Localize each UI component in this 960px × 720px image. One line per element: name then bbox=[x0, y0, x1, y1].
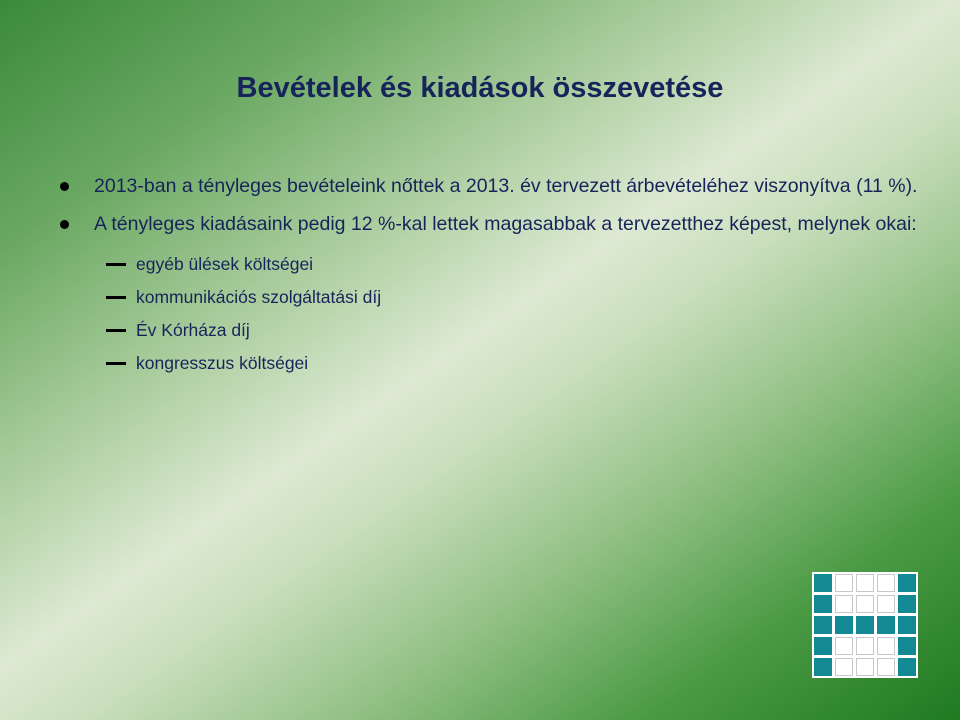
logo-cell bbox=[856, 616, 874, 634]
dash-icon bbox=[106, 362, 126, 365]
logo-cell bbox=[814, 658, 832, 676]
logo-cell bbox=[835, 574, 853, 592]
logo-cell bbox=[856, 574, 874, 592]
logo-cell bbox=[898, 595, 916, 613]
sub-bullet-item bbox=[58, 347, 938, 380]
logo-cell bbox=[835, 658, 853, 676]
logo-cell bbox=[835, 595, 853, 613]
bullet-text: 2013-ban a tényleges bevételeink nőttek a 2013. év tervezett árbevételéhez viszonyítva (11 %). bbox=[94, 175, 918, 197]
sub-bullet-item bbox=[58, 248, 938, 281]
logo-cell bbox=[877, 595, 895, 613]
logo-cell bbox=[877, 658, 895, 676]
sub-bullet-text: kommunikációs szolgáltatási díj bbox=[136, 287, 382, 307]
dash-icon bbox=[106, 329, 126, 332]
logo-cell bbox=[877, 616, 895, 634]
dash-icon bbox=[106, 263, 126, 266]
logo-cell bbox=[814, 595, 832, 613]
logo-cell bbox=[898, 637, 916, 655]
bullet-item bbox=[58, 172, 938, 200]
logo-cell bbox=[856, 637, 874, 655]
grid-logo-icon bbox=[812, 572, 918, 678]
sub-bullet-text: kongresszus költségei bbox=[136, 353, 309, 373]
logo-cell bbox=[898, 658, 916, 676]
logo-cell bbox=[898, 616, 916, 634]
logo-cell bbox=[835, 637, 853, 655]
bullet-dot-icon bbox=[60, 220, 69, 229]
slide-title: Bevételek és kiadások összevetése bbox=[236, 72, 724, 104]
logo-cell bbox=[898, 574, 916, 592]
bullet-item bbox=[58, 210, 938, 238]
bullet-text: A tényleges kiadásaink pedig 12 %-kal lettek magasabbak a tervezetthez képest, melynek okai: bbox=[94, 213, 917, 235]
sub-bullet-list bbox=[58, 248, 938, 380]
logo-cell bbox=[856, 658, 874, 676]
logo-cell bbox=[877, 574, 895, 592]
logo-cell bbox=[877, 637, 895, 655]
sub-bullet-text: egyéb ülések költségei bbox=[136, 254, 314, 274]
dash-icon bbox=[106, 296, 126, 299]
logo-cell bbox=[814, 637, 832, 655]
sub-bullet-item bbox=[58, 314, 938, 347]
bullet-list bbox=[58, 172, 938, 380]
bullet-dot-icon bbox=[60, 182, 69, 191]
logo-cell bbox=[835, 616, 853, 634]
sub-bullet-text: Év Kórháza díj bbox=[136, 320, 250, 340]
sub-bullet-item bbox=[58, 281, 938, 314]
logo-cell bbox=[856, 595, 874, 613]
logo-cell bbox=[814, 616, 832, 634]
logo-cell bbox=[814, 574, 832, 592]
